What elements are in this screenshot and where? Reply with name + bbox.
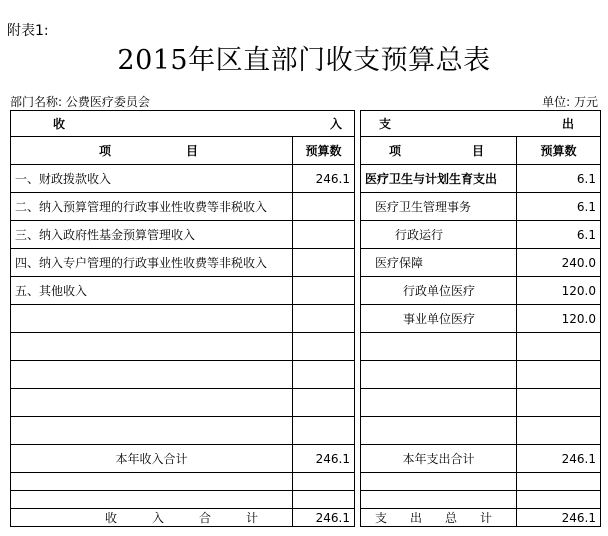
expense-label: 事业单位医疗 bbox=[361, 305, 517, 333]
attachment-label: 附表1: bbox=[7, 23, 49, 39]
income-label: 二、纳入预算管理的行政事业性收费等非税收入 bbox=[11, 193, 293, 221]
expense-item-header: 项 目 bbox=[361, 137, 517, 165]
expense-value: 6.1 bbox=[517, 221, 601, 249]
table-row bbox=[11, 473, 601, 491]
income-value: 246.1 bbox=[293, 165, 355, 193]
table-row bbox=[11, 333, 601, 361]
expense-budget-header: 预算数 bbox=[517, 137, 601, 165]
grand-total-row bbox=[11, 509, 601, 527]
year-expense-value: 246.1 bbox=[517, 445, 601, 473]
income-label: 三、纳入政府性基金预算管理收入 bbox=[11, 221, 293, 249]
income-value bbox=[293, 277, 355, 305]
expense-label: 医疗卫生与计划生育支出 bbox=[361, 165, 517, 193]
expense-label: 行政单位医疗 bbox=[361, 277, 517, 305]
income-label: 一、财政拨款收入 bbox=[11, 165, 293, 193]
table-row bbox=[11, 193, 601, 221]
income-budget-header: 预算数 bbox=[293, 137, 355, 165]
table-row bbox=[11, 417, 601, 445]
expense-total-label: 支 出 总 计 bbox=[361, 509, 517, 527]
income-label: 四、纳入专户管理的行政事业性收费等非税收入 bbox=[11, 249, 293, 277]
section-header-row bbox=[11, 111, 601, 137]
year-income-label: 本年收入合计 bbox=[11, 445, 293, 473]
expense-label: 医疗卫生管理事务 bbox=[361, 193, 517, 221]
expense-value: 240.0 bbox=[517, 249, 601, 277]
income-label: 五、其他收入 bbox=[11, 277, 293, 305]
table-row bbox=[11, 277, 601, 305]
table-row bbox=[11, 249, 601, 277]
expense-value: 6.1 bbox=[517, 193, 601, 221]
expense-value: 120.0 bbox=[517, 305, 601, 333]
year-expense-label: 本年支出合计 bbox=[361, 445, 517, 473]
table-row bbox=[11, 221, 601, 249]
expense-total-value: 246.1 bbox=[517, 509, 601, 527]
expense-label: 医疗保障 bbox=[361, 249, 517, 277]
table-row bbox=[11, 305, 601, 333]
expense-label: 行政运行 bbox=[361, 221, 517, 249]
table-row bbox=[11, 491, 601, 509]
income-section-header: 收 入 bbox=[11, 111, 355, 137]
table-row bbox=[11, 361, 601, 389]
expense-value: 6.1 bbox=[517, 165, 601, 193]
department-name: 部门名称: 公费医疗委员会 bbox=[10, 95, 150, 109]
expense-section-header: 支 出 bbox=[361, 111, 601, 137]
table-row bbox=[11, 389, 601, 417]
income-value bbox=[293, 305, 355, 333]
table-row bbox=[11, 165, 601, 193]
income-value bbox=[293, 249, 355, 277]
budget-table bbox=[10, 110, 601, 527]
column-header-row bbox=[11, 137, 601, 165]
year-total-row bbox=[11, 445, 601, 473]
income-value bbox=[293, 193, 355, 221]
page-title: 2015年区直部门收支预算总表 bbox=[117, 45, 491, 76]
income-label bbox=[11, 305, 293, 333]
unit-label: 单位: 万元 bbox=[542, 95, 598, 109]
year-income-value: 246.1 bbox=[293, 445, 355, 473]
expense-value: 120.0 bbox=[517, 277, 601, 305]
income-item-header: 项 目 bbox=[11, 137, 293, 165]
income-total-value: 246.1 bbox=[293, 509, 355, 527]
income-value bbox=[293, 221, 355, 249]
income-total-label: 收 入 合 计 bbox=[11, 509, 293, 527]
